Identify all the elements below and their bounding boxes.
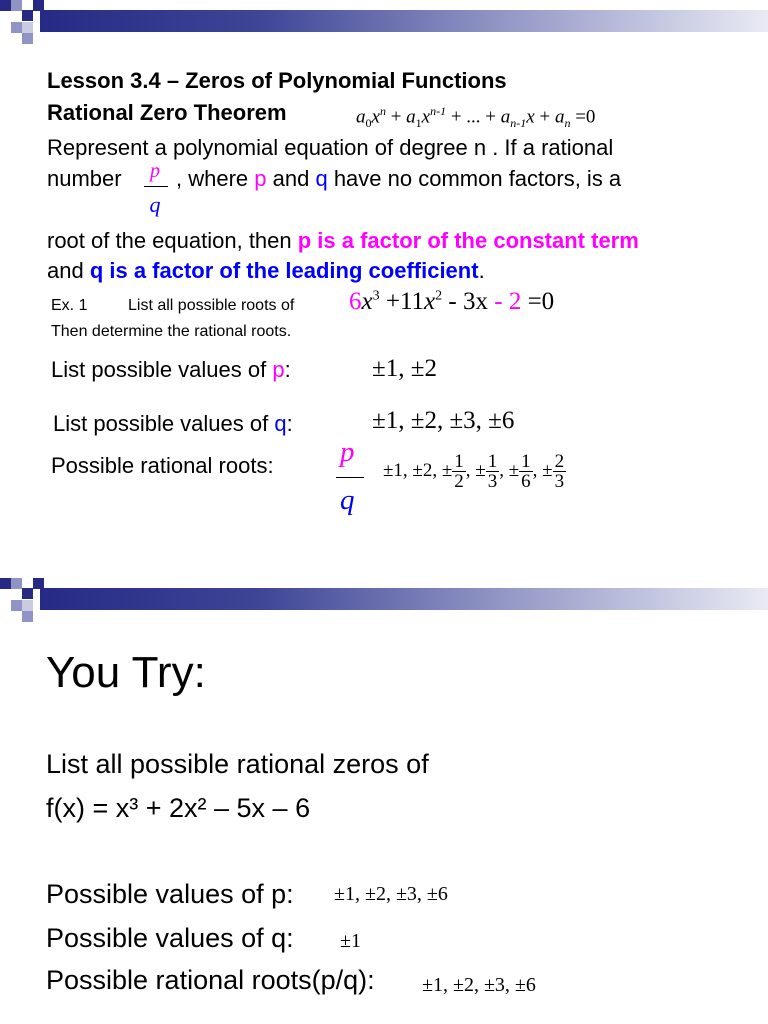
roots-label: Possible rational roots(p/q): bbox=[46, 965, 375, 995]
eq-token: x bbox=[361, 288, 373, 315]
eq-token: n-1 bbox=[510, 116, 527, 131]
roots-token: ±1, ±2, ± bbox=[383, 459, 453, 481]
fraction-bar bbox=[336, 477, 364, 478]
text-run: , where bbox=[176, 166, 255, 191]
you-try-title: You Try: bbox=[46, 648, 206, 697]
q-values-label bbox=[53, 411, 293, 437]
example-label: Ex. 1 bbox=[51, 297, 88, 314]
fraction bbox=[486, 452, 500, 491]
roots-fraction-denominator: q bbox=[340, 484, 355, 516]
eq-token: x bbox=[371, 106, 380, 128]
header-band bbox=[0, 578, 768, 628]
eq-token: a bbox=[500, 106, 511, 128]
fraction-denominator: 3 bbox=[554, 471, 565, 492]
p-values-label bbox=[51, 357, 291, 383]
text-run: have no common factors, is a bbox=[327, 166, 622, 191]
decor-square bbox=[22, 600, 33, 611]
text-run: and bbox=[266, 166, 316, 191]
text-run: List possible values of bbox=[51, 357, 273, 382]
theorem-text-line4 bbox=[47, 258, 485, 284]
example-instruction-line2: Then determine the rational roots. bbox=[51, 323, 292, 340]
theorem-text-line1: Represent a polynomial equation of degree n . If a rational bbox=[47, 135, 614, 160]
eq-token: 11 bbox=[399, 288, 425, 315]
decor-square bbox=[11, 578, 22, 589]
p-var: p bbox=[272, 357, 285, 382]
general-polynomial-equation bbox=[356, 104, 595, 131]
eq-token: a bbox=[554, 106, 565, 128]
you-try-function: f(x) = x³ + 2x² – 5x – 6 bbox=[46, 793, 311, 823]
decor-square bbox=[22, 611, 33, 622]
eq-token: 1 bbox=[415, 116, 422, 131]
eq-token: n bbox=[564, 116, 571, 131]
decor-square bbox=[22, 10, 33, 21]
eq-token: =0 bbox=[570, 106, 596, 128]
you-try-prompt: List all possible rational zeros of bbox=[46, 749, 429, 779]
eq-token: 6 bbox=[349, 288, 362, 315]
text-run: root of the equation, then bbox=[47, 228, 298, 253]
text-run: : bbox=[286, 411, 293, 436]
header-bar bbox=[40, 588, 768, 610]
decor-square bbox=[22, 588, 33, 599]
theorem-text-line3 bbox=[47, 228, 639, 254]
header-bar bbox=[40, 10, 768, 32]
slide-2 bbox=[0, 578, 768, 1024]
eq-token: x bbox=[526, 106, 535, 128]
p-over-q-denominator: q bbox=[149, 192, 161, 217]
p-over-q-numerator: p bbox=[150, 160, 160, 182]
eq-token: n bbox=[379, 104, 386, 118]
decor-square bbox=[11, 0, 22, 11]
decor-square bbox=[11, 600, 22, 611]
decor-square bbox=[22, 22, 33, 33]
eq-token: n-1 bbox=[430, 104, 447, 118]
roots-label: Possible rational roots: bbox=[51, 453, 274, 478]
lesson-title: Lesson 3.4 – Zeros of Polynomial Functions bbox=[47, 68, 507, 93]
eq-token: a bbox=[356, 106, 366, 128]
eq-token: a bbox=[406, 106, 416, 128]
header-band bbox=[0, 0, 768, 50]
eq-token: 3x bbox=[462, 288, 488, 315]
text-run: number bbox=[47, 166, 122, 191]
fraction-denominator: 2 bbox=[454, 471, 464, 492]
possible-roots-list bbox=[383, 452, 566, 491]
eq-token: 2 bbox=[435, 288, 443, 304]
p-factor-statement: p is a factor of the constant term bbox=[297, 228, 639, 253]
example-equation bbox=[349, 288, 554, 316]
fraction-numerator: 2 bbox=[554, 451, 565, 472]
roots-token: , ± bbox=[465, 459, 486, 481]
eq-token: x bbox=[421, 106, 431, 128]
eq-token: + ... + bbox=[446, 106, 501, 128]
theorem-text-line2 bbox=[47, 166, 122, 192]
fraction bbox=[452, 452, 466, 491]
eq-token: 3 bbox=[372, 288, 380, 304]
p-values: ±1, ±2 bbox=[372, 355, 437, 382]
text-run: and bbox=[47, 258, 90, 283]
roots-fraction-numerator: p bbox=[340, 436, 355, 468]
eq-token: 0 bbox=[365, 116, 372, 131]
decor-square bbox=[0, 578, 11, 589]
fraction-bar bbox=[144, 186, 168, 187]
fraction-denominator: 6 bbox=[521, 471, 531, 492]
decor-square bbox=[22, 33, 33, 44]
p-values: ±1, ±2, ±3, ±6 bbox=[334, 883, 448, 905]
eq-token: x bbox=[424, 288, 436, 315]
eq-token: - bbox=[442, 288, 463, 315]
text-run: . bbox=[478, 258, 485, 283]
example-instruction: List all possible roots of bbox=[128, 297, 295, 314]
q-values-label: Possible values of q: bbox=[46, 923, 294, 953]
theorem-text-line2-rest bbox=[176, 166, 621, 192]
eq-token: + bbox=[379, 288, 400, 315]
q-values: ±1 bbox=[340, 930, 361, 952]
q-var: q bbox=[274, 411, 287, 436]
fraction-denominator: 3 bbox=[487, 471, 498, 492]
p-word: p bbox=[254, 166, 267, 191]
roots-token: , ± bbox=[532, 459, 553, 481]
fraction bbox=[519, 452, 533, 491]
q-values: ±1, ±2, ±3, ±6 bbox=[372, 407, 515, 434]
eq-token: =0 bbox=[521, 288, 555, 315]
eq-token: + bbox=[385, 106, 407, 128]
eq-token: 2 bbox=[508, 288, 522, 315]
fraction-numerator: 1 bbox=[487, 451, 498, 472]
theorem-title: Rational Zero Theorem bbox=[47, 100, 287, 125]
fraction-numerator: 1 bbox=[454, 451, 464, 472]
decor-square bbox=[11, 22, 22, 33]
q-word: q bbox=[315, 166, 328, 191]
eq-token: + bbox=[534, 106, 555, 128]
p-values-label: Possible values of p: bbox=[46, 879, 294, 909]
text-run: : bbox=[284, 357, 291, 382]
fraction bbox=[553, 452, 567, 491]
possible-roots-list: ±1, ±2, ±3, ±6 bbox=[422, 974, 536, 996]
roots-token: , ± bbox=[499, 459, 520, 481]
text-run: List possible values of bbox=[53, 411, 275, 436]
q-factor-statement: q is a factor of the leading coefficient bbox=[89, 258, 479, 283]
eq-token: - bbox=[487, 288, 509, 315]
decor-square bbox=[0, 0, 11, 11]
fraction-numerator: 1 bbox=[521, 451, 531, 472]
